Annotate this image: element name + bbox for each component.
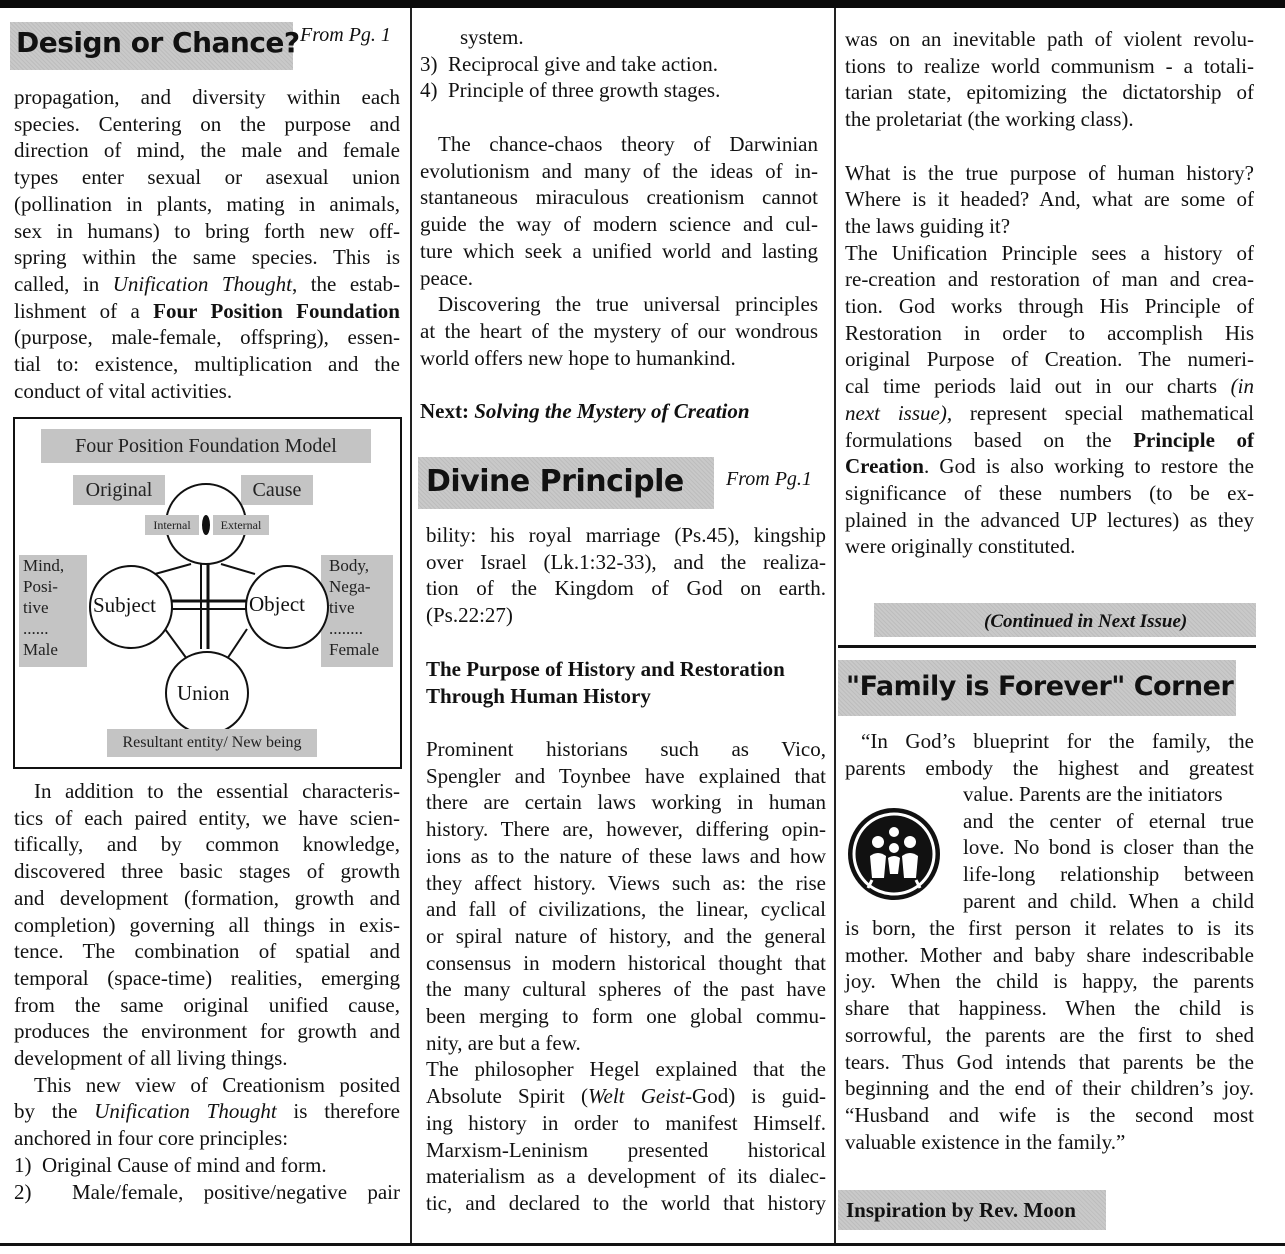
right-label: tive xyxy=(329,598,355,617)
diagram-original: Original xyxy=(73,475,165,505)
text-line: guide the way of modern science and cul- xyxy=(420,212,818,237)
principle-of-bold: Principle of xyxy=(1133,427,1254,452)
creation-bold: Creation xyxy=(845,454,924,479)
family-icon xyxy=(848,808,940,900)
list-item: 1) Original Cause of mind and form. xyxy=(14,1152,327,1177)
family-icon-svg xyxy=(848,808,940,900)
column-rule-1 xyxy=(410,8,412,1251)
text-line: been merging to form one global commu- xyxy=(426,1004,826,1029)
union-label: Union xyxy=(177,681,230,705)
text-line: (purpose, male-female, offspring), essen- xyxy=(14,325,400,350)
quote-line: and the center of eternal true xyxy=(963,808,1254,833)
family-quote-full-top xyxy=(845,728,1254,781)
text-line: the many cultural spheres of the past have xyxy=(426,977,826,1002)
next-label: Next: xyxy=(420,399,475,423)
text-line: Where is it headed? And, what are some of xyxy=(845,187,1254,212)
text-line: evolutionism and many of the ideas of in- xyxy=(420,158,818,183)
text-run: formulations based on the xyxy=(845,427,1134,452)
col3-text-top xyxy=(845,26,1254,560)
text-line: species. Centering on the purpose and xyxy=(14,111,400,136)
list-item: system. xyxy=(460,25,524,49)
text-line: tions to realize world communism - a totali- xyxy=(845,53,1254,78)
family-quote-wrap xyxy=(963,781,1254,915)
text-line: consensus in modern historical thought that xyxy=(426,950,826,975)
text-line: stantaneous miraculous creationism cannot xyxy=(420,185,818,210)
text-line: ions as to the nature of these laws and how xyxy=(426,843,826,868)
text-run: , the estab- xyxy=(291,271,401,296)
family-forever-header: "Family is Forever" Corner xyxy=(846,671,1234,702)
text-line: Marxism-Leninism presented historical xyxy=(426,1137,826,1162)
text-line: the laws guiding it? xyxy=(845,213,1011,238)
text-line: types enter sexual or asexual union xyxy=(14,165,400,190)
text-line: anchored in four core principles: xyxy=(14,1126,289,1151)
four-position-foundation-bold: Four Position Foundation xyxy=(153,298,400,323)
text-line: What is the true purpose of human history? xyxy=(845,160,1254,185)
text-line: discovered three basic stages of growth xyxy=(14,859,400,884)
subject-label: Subject xyxy=(93,593,156,617)
text-line: tial to: existence, multiplication and the xyxy=(14,352,400,377)
unification-thought-italic: Unification Thought xyxy=(112,271,292,296)
col1-text-top xyxy=(14,84,400,404)
text-line: world offers new hope to humankind. xyxy=(420,345,736,370)
right-label: Body, xyxy=(329,556,369,575)
next-title: Solving the Mystery of Creation xyxy=(474,399,750,423)
text-line: original Purpose of Creation. The numeri- xyxy=(845,347,1254,372)
unification-thought-italic: Unification Thought xyxy=(94,1099,277,1124)
italic-run: (in xyxy=(1230,374,1254,399)
diagram-cause: Cause xyxy=(241,475,313,505)
col2-text-chance xyxy=(420,131,818,371)
text-line: tence. The combination of spatial and xyxy=(14,939,400,964)
text-line xyxy=(14,271,400,298)
text-line: tifically, and by common knowledge, xyxy=(14,832,400,857)
text-line: nity, are but a few. xyxy=(426,1030,581,1055)
from-page-1: From Pg. 1 xyxy=(300,24,391,46)
text-line: plained in the advanced UP lectures) as they xyxy=(845,507,1254,532)
list-item: 3) Reciprocal give and take action. xyxy=(420,51,718,76)
text-line: sex in humans) to bring forth new off- xyxy=(14,218,400,243)
text-line: Prominent historians such as Vico, xyxy=(426,737,826,761)
text-line xyxy=(14,298,400,325)
quote-line: life-long relationship between xyxy=(963,862,1254,887)
text-line: were originally constituted. xyxy=(845,534,1076,559)
list-item: 4) Principle of three growth stages. xyxy=(420,78,721,103)
text-line: Spengler and Toynbee have explained that xyxy=(426,763,826,788)
column-rule-2 xyxy=(834,8,836,1251)
col2-text-mid xyxy=(426,522,826,629)
text-line: or spiral nature of history, and the general xyxy=(426,923,826,948)
text-line: there are certain laws working in human xyxy=(426,790,826,815)
text-line: completion) governing all things in exis- xyxy=(14,912,400,937)
text-line: development of all living things. xyxy=(14,1046,288,1071)
text-line: tic, and declared to the world that history xyxy=(426,1190,826,1215)
quote-line: love. No bond is closer than the xyxy=(963,835,1254,860)
text-line xyxy=(14,1098,400,1125)
left-dots: ...... xyxy=(23,619,49,638)
left-label: tive xyxy=(23,598,49,617)
text-line: peace. xyxy=(420,265,474,290)
list-item: 2) Male/female, positive/negative pair xyxy=(14,1179,400,1204)
text-run: is therefore xyxy=(276,1099,400,1124)
text-line: re-creation and restoration of man and crea- xyxy=(845,267,1254,292)
quote-line: mother. Mother and baby share indescribable xyxy=(845,942,1254,967)
text-line: tarian state, epitomizing the dictatorship of xyxy=(845,80,1254,105)
text-run: represent special mathematical xyxy=(952,400,1254,425)
from-page-1-dp: From Pg.1 xyxy=(726,468,812,490)
text-line: conduct of vital activities. xyxy=(14,378,233,403)
quote-line: tears. Thus God intends that parents be the xyxy=(845,1049,1254,1074)
diagram-title: Four Position Foundation Model xyxy=(41,429,371,463)
text-line: Restoration in order to accomplish His xyxy=(845,320,1254,345)
col2-text-top xyxy=(420,24,818,104)
text-run: called, in xyxy=(14,271,113,296)
text-line: was on an inevitable path of violent revolu- xyxy=(845,27,1254,51)
text-line xyxy=(426,1083,826,1110)
text-run: . God is also working to restore the xyxy=(923,454,1254,479)
text-line: tion of the Kingdom of God on earth. xyxy=(426,576,826,601)
text-run: Absolute Spirit ( xyxy=(426,1084,588,1109)
text-line: tion. God works through His Principle of xyxy=(845,294,1254,319)
right-label: Female xyxy=(329,640,380,659)
design-or-chance-header: Design or Chance? xyxy=(16,26,300,59)
bottom-rule xyxy=(0,1243,1285,1254)
text-line: materialism as a development of its dialec- xyxy=(426,1164,826,1189)
text-line: direction of mind, the male and female xyxy=(14,138,400,163)
quote-line: is born, the first person it relates to is its xyxy=(845,916,1254,940)
left-label: Male xyxy=(23,640,58,659)
continued-rule xyxy=(838,645,1256,648)
purpose-of-history-subhead xyxy=(426,656,785,709)
quote-line: “In God’s blueprint for the family, the xyxy=(861,729,1254,753)
quote-line: “Husband and wife is the second most xyxy=(845,1102,1254,1127)
text-run: cal time periods laid out in our charts xyxy=(845,374,1231,399)
subhead-line: The Purpose of History and Restoration xyxy=(426,657,785,681)
quote-line: sorrowful, the parents are the first to shed xyxy=(845,1022,1254,1047)
text-line: significance of these numbers (to be ex- xyxy=(845,480,1254,505)
left-label: Posi- xyxy=(23,577,58,596)
text-line: The chance-chaos theory of Darwinian xyxy=(438,132,818,156)
welt-geist-italic: Welt Geist xyxy=(587,1084,686,1109)
text-line: The philosopher Hegel explained that the xyxy=(426,1057,826,1082)
text-line: over Israel (Lk.1:32-33), and the realiza- xyxy=(426,549,826,574)
text-line: and development (formation, growth and xyxy=(14,885,400,910)
left-label: Mind, xyxy=(23,556,65,575)
text-line: from the same original unified cause, xyxy=(14,992,400,1017)
italic-run: next issue), xyxy=(845,400,953,425)
text-run: lishment of a xyxy=(14,298,154,323)
text-line: temporal (space-time) realities, emerging xyxy=(14,965,400,990)
text-line: the proletariat (the working class). xyxy=(845,107,1134,132)
text-run: by the xyxy=(14,1099,95,1124)
top-rule xyxy=(0,0,1285,8)
text-line: (pollination in plants, mating in animals, xyxy=(14,191,400,216)
blank-line xyxy=(845,133,1254,160)
divine-principle-header: Divine Principle xyxy=(426,464,684,499)
text-line xyxy=(845,427,1254,454)
text-line: spring within the same species. This is xyxy=(14,245,400,270)
text-line: tics of each paired entity, we have scien- xyxy=(14,805,400,830)
quote-line: parent and child. When a child xyxy=(963,888,1254,913)
col2-text-bottom xyxy=(426,736,826,1217)
quote-line: value. Parents are the initiators xyxy=(963,782,1223,806)
text-line: This new view of Creationism posited xyxy=(34,1072,400,1097)
diagram-left-labels xyxy=(19,555,87,667)
quote-line: share that happiness. When the child is xyxy=(845,996,1254,1021)
family-quote-full-bottom xyxy=(845,915,1254,1155)
object-label: Object xyxy=(249,592,305,616)
diagram-external: External xyxy=(213,515,269,535)
text-line: bility: his royal marriage (Ps.45), kingship xyxy=(426,523,826,547)
text-line: The Unification Principle sees a history of xyxy=(845,240,1254,265)
text-line: (Ps.22:27) xyxy=(426,603,513,628)
text-line xyxy=(845,400,1254,427)
text-line: at the heart of the mystery of our wondrous xyxy=(420,318,818,343)
diagram-resultant: Resultant entity/ New being xyxy=(107,729,317,757)
text-line xyxy=(845,373,1254,400)
subhead-line: Through Human History xyxy=(426,683,651,708)
continued-text: (Continued in Next Issue) xyxy=(984,611,1188,632)
text-line: Discovering the true universal principles xyxy=(438,292,818,317)
text-line: history. There are, however, differing opin- xyxy=(426,817,826,842)
text-line xyxy=(845,453,1254,480)
quote-line: valuable existence in the family.” xyxy=(845,1129,1126,1154)
quote-line: parents embody the highest and greatest xyxy=(845,755,1254,780)
right-dots: ........ xyxy=(329,619,363,638)
next-line xyxy=(420,398,750,425)
text-line: and fall of civilizations, the linear, cyclical xyxy=(426,897,826,922)
diagram-internal: Internal xyxy=(145,515,199,535)
text-line: they affect history. Views such as: the rise xyxy=(426,870,826,895)
text-line: In addition to the essential characteris- xyxy=(34,779,400,803)
diagram-right-labels xyxy=(321,555,393,667)
four-position-diagram xyxy=(13,417,402,769)
right-label: Nega- xyxy=(329,577,371,596)
col1-text-bottom xyxy=(14,778,400,1205)
inspiration-text: Inspiration by Rev. Moon xyxy=(846,1198,1076,1222)
text-line: ing history in order to manifest Himself. xyxy=(426,1110,826,1135)
text-run: -God) is guid- xyxy=(685,1084,826,1109)
quote-line: beginning and the end of their children’s joy. xyxy=(845,1076,1254,1101)
text-line: propagation, and diversity within each xyxy=(14,85,400,109)
text-line: ture which seek a unified world and lasting xyxy=(420,238,818,263)
quote-line: joy. When the child is happy, the parents xyxy=(845,969,1254,994)
text-line: produces the environment for growth and xyxy=(14,1019,400,1044)
